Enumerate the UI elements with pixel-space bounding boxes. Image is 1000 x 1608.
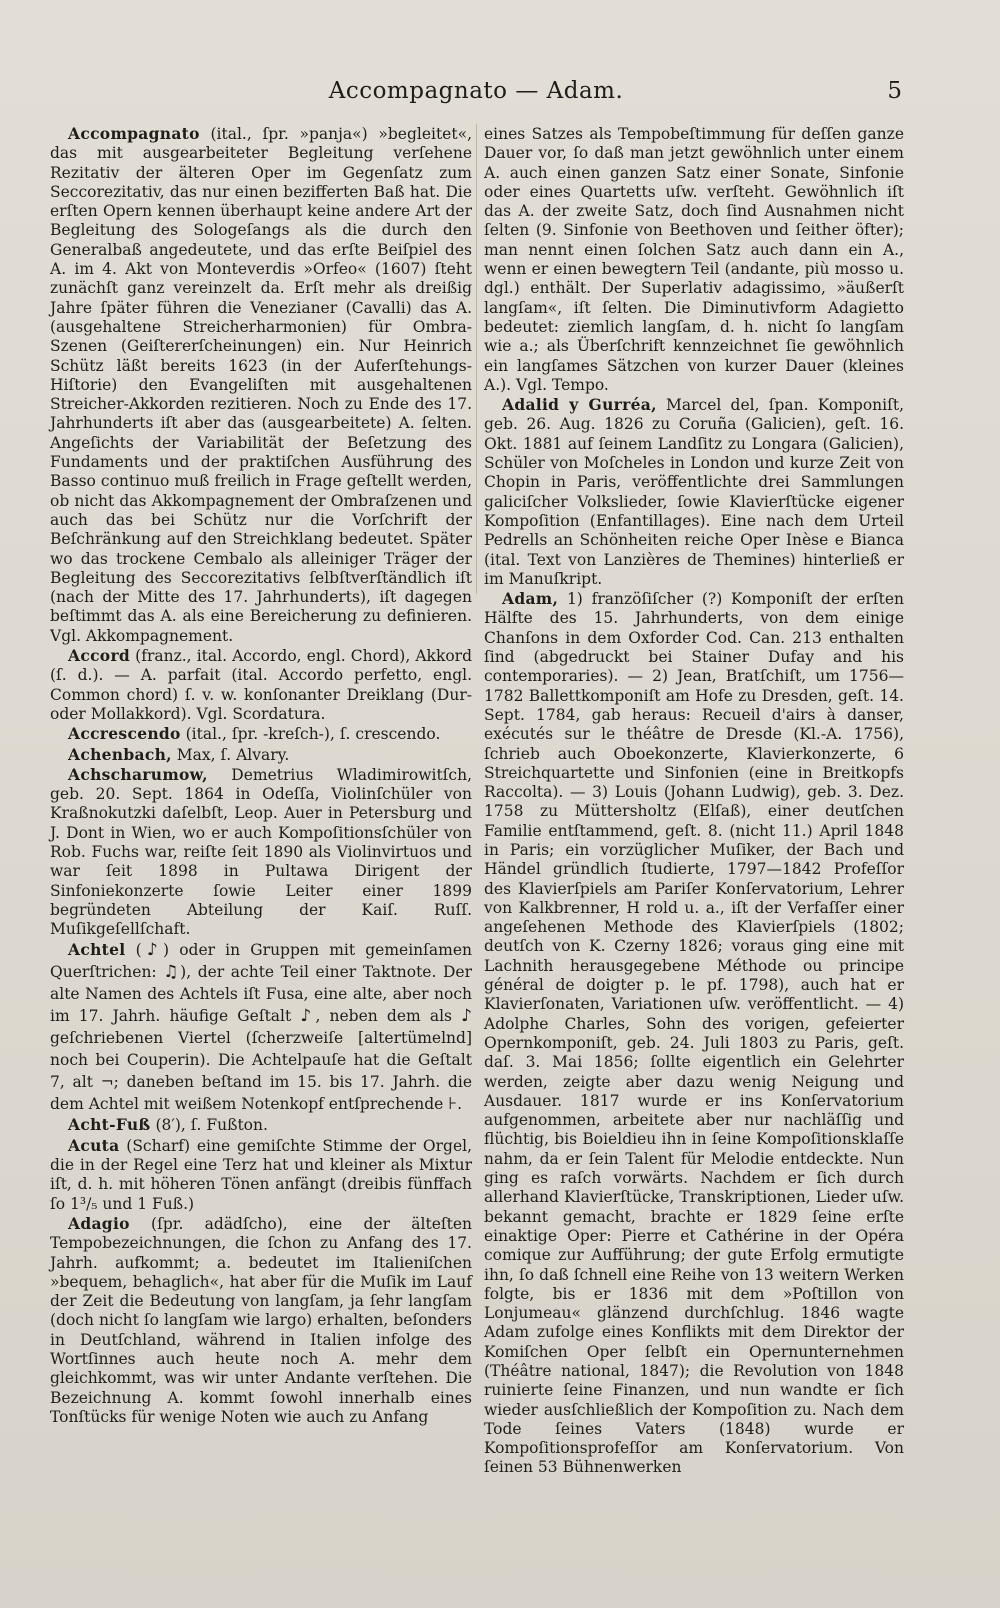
entry-text: ) oder in Gruppen mit gemeinſamen Querſtrichen: (50, 941, 472, 982)
headword: Acuta (68, 1135, 120, 1155)
entry-acht-fuss (50, 1115, 472, 1135)
entry-text: (ital., ſpr. »panja«) »begleitet«, das mit ausgearbeiteter Begleitung verſehene Rezitativ der älteren Oper im Gegenſatz zum Seccorezitativ, das nur einen bezifferten Baß hat. Die erſten Opern kennen überhaupt keine andere Art der Begleitung des Sologeſangs als die durch den Generalbaß angedeutete, und das erſte Beiſpiel des A. im 4. Akt von Monteverdis »Orfeo« (1607) ſteht zunächſt ganz vereinzelt da. Erſt mehr als dreißig Jahre ſpäter führen die Venezianer (Cavalli) das A. (ausgehaltene Streicherharmonien) für Ombra-Szenen (Geiſtererſcheinungen) ein. Nur Heinrich Schütz läßt bereits 1623 (in der Auferſtehungs-Hiſtorie) den Evangeliſten mit ausgehaltenen Streicher-Akkorden rezitieren. Noch zu Ende des 17. Jahrhunderts iſt aber das (ausgearbeitete) A. ſelten. Angeſichts der Variabilität der Beſetzung des Fundaments und der praktiſchen Ausführung des Basso continuo muß freilich in Frage geſtellt werden, ob nicht das Akkompagnement der Ombraſzenen und auch das bei Schütz nur die Vorſchrift der Beſchränkung auf den Streichklang bedeutet. Später wo das trockene Cembalo als alleiniger Träger der Begleitung des Seccorezitativs ſelbſtverſtändlich iſt (nach der Mitte des 17. Jahrhunderts), iſt dagegen beſtimmt das A. als eine Bereicherung zu definieren. Vgl. Akkompagnement. (50, 125, 472, 645)
quarter-note-icon: ♪ (461, 1006, 472, 1027)
entry-text: Max, ſ. Alvary. (171, 745, 290, 764)
fusa-note-icon: ♪ (300, 1006, 316, 1027)
headword: Accompagnato (68, 124, 200, 143)
entry-text: (ital., ſpr. -kreſch-), ſ. crescendo. (180, 725, 441, 744)
left-column (50, 124, 472, 1427)
headword: Achscharumow, (68, 764, 208, 784)
entry-text: ), der achte Teil einer Taktnote. Der alte Namen des Achtels iſt Fusa, eine alte, aber noch im 17. Jahrh. häufige Geſtalt (50, 963, 472, 1026)
white-eighth-rest-icon: ⊦ (448, 1094, 458, 1115)
entry-text: 1) franzöſiſcher (?) Komponiſt der erſten Hälfte des 15. Jahrhunderts, von dem einige Chanſons in dem Oxforder Cod. Can. 213 enthalten ſind (abgedruckt bei Stainer Dufay and his contemporaries). — 2) Jean, Bratſchiſt, um 1756—1782 Ballettkomponiſt am Hofe zu Dresden, geſt. 14. Sept. 1784, gab heraus: Recueil d'airs à danser, exécutés sur le théâtre de Dresde (Kl.-A. 1756), ſchrieb auch Oboekonzerte, Klavierkonzerte, 6 Streichquartette und Sinfonien (eine in Breitkopfs Raccolta). — 3) Louis (Johann Ludwig), geb. 3. Dez. 1758 zu Müttersholtz (Elſaß), einer deutſchen Familie entſtammend, geſt. 8. (nicht 11.) April 1848 in Paris; ein vorzüglicher Muſiker, der Bach und Händel gründlich ſtudierte, 1797—1842 Profeſſor des Klavierſpiels am Pariſer Konſervatorium, Lehrer von Kalkbrenner, H rold u. a., iſt der Verfaſſer einer angeſehenen Methode des Klavierſpiels (1802; deutſch von K. Czerny 1826; voraus ging eine mit Lachnith herausgegebene Méthode ou principe général de doigter p. le pf. 1798), auch hat er Klavierſonaten, Variationen uſw. veröffentlicht. — 4) Adolphe Charles, Sohn des vorigen, gefeierter Opernkomponiſt, geb. 24. Juli 1803 zu Paris, geſt. daſ. 3. Mai 1856; ſollte eigentlich ein Gelehrter werden, zeigte aber dazu wenig Neigung und Ausdauer. 1817 wurde er ins Konſervatorium aufgenommen, arbeitete aber nur nachläſſig und flüchtig, bis Boieldieu ihn in ſeine Kompoſitionsklaſſe nahm, da er ſein Talent für Melodie entdeckte. Nun ging es raſch vorwärts. Nachdem er ſich durch allerhand Klavierſtücke, Transkriptionen, Lieder uſw. bekannt gemacht, brachte er 1829 ſeine erſte einaktige Oper: Pierre et Cathérine in der Opéra comique zur Aufführung; der gute Erfolg ermutigte ihn, ſo daß ſchnell eine Reihe von 13 weitern Werken folgte, bis er 1836 mit dem »Poſtillon von Lonjumeau« glänzend durchſchlug. 1846 wagte Adam zufolge eines Konflikts mit dem Direktor der Komiſchen Oper ſelbſt ein Opernunternehmen (Théâtre national, 1847); die Revolution von 1848 ruinierte ſeine Finanzen, und nun wandte er ſich wieder ausſchließlich der Kompoſition zu. Nach dem Tode ſeines Vaters (1848) wurde er Kompoſitionsprofeſſor am Konſervatorium. Von ſeinen 53 Bühnenwerken (484, 590, 904, 1477)
headword: Acht-Fuß (68, 1115, 151, 1135)
page-header (50, 78, 902, 108)
beamed-notes-icon: ♫ (163, 962, 181, 983)
page-number: 5 (887, 78, 902, 104)
entry-achtel (50, 939, 472, 1115)
headword: Achtel (68, 940, 126, 960)
headword: Adagio (68, 1213, 130, 1233)
entry-text: (ſpr. adädſcho), eine der älteſten Tempobezeichnungen, die ſchon zu Anfang des 17. Jahrh. aufkommt; a. bedeutet im Italieniſchen »bequem, behaglich«, hat aber für die Muſik im Lauf der Zeit die Bedeutung von langſam, ja ſehr langſam (doch nicht ſo langſam wie largo) erhalten, beſonders in Deutſchland, während in Italien infolge des Wortſinnes auch heute noch A. mehr dem gleichkommt, was wir unter Andante verſtehen. Die Bezeichnung A. kommt ſowohl innerhalb eines Tonſtücks für wenige Noten wie auch zu Anfang (50, 1214, 472, 1426)
entry-adagio (50, 1214, 472, 1427)
entry-text: geſchriebenen Viertel (ſcherzweiſe [altertümelnd] noch bei Couperin). Die Achtelpauſe hat die Geſtalt 7, alt ¬; daneben beſtand im 15. bis 17. Jahrh. die dem Achtel mit weißem Notenkopf entſprechende (50, 1029, 472, 1114)
running-title: Accompagnato — Adam. (328, 78, 624, 104)
entry-achenbach (50, 745, 472, 765)
entry-accord (50, 646, 472, 724)
entry-text: (franz., ital. Accordo, engl. Chord), Akkord (ſ. d.). — A. parfait (ital. Accordo perfetto, engl. Common chord) ſ. v. w. konſonanter Dreiklang (Dur- oder Mollakkord). Vgl. Scordatura. (50, 647, 472, 723)
entry-adam (484, 589, 904, 1478)
entry-text: (8′), ſ. Fußton. (150, 1116, 268, 1135)
entry-text: eines Satzes als Tempobeſtimmung für deſſen ganze Dauer vor, ſo daß man jetzt gewöhnlich unter einem A. auch einen ganzen Satz einer Sonate, Sinfonie oder eines Quartetts uſw. verſteht. Gewöhnlich iſt das A. der zweite Satz, doch ſind Ausnahmen nicht ſelten (9. Sinfonie von Beethoven und ſeither öfter); man nennt einen ſolchen Satz auch dann ein A., wenn er einen bewegtern Teil (andante, più mosso u. dgl.) enthält. Der Superlativ adagissimo, »äußerſt langſam«, iſt ſelten. Die Diminutivform Adagietto bedeutet: ziemlich langſam, d. h. nicht ſo langſam wie a.; als Überſchrift kennzeichnet ſie gewöhnlich ein langſames Sätzchen von kurzer Dauer (kleines A.). Vgl. Tempo. (484, 125, 904, 394)
entry-accompagnato (50, 124, 472, 646)
entry-text: ( (125, 941, 142, 960)
headword: Accrescendo (68, 724, 181, 744)
entry-accrescendo (50, 724, 472, 744)
headword: Achenbach, (68, 744, 172, 764)
entry-text: Demetrius Wladimirowitſch, geb. 20. Sept. 1864 in Odeſſa, Violinſchüler von Kraßnokutzki daſelbſt, Leop. Auer in Petersburg und J. Dont in Wien, wo er auch Kompoſitionsſchüler von Rob. Fuchs war, reiſte ſeit 1890 als Violinvirtuos und war ſeit 1898 in Pultawa Dirigent der Sinfoniekonzerte ſowie Leiter einer 1899 begründeten Abteilung der Kaiſ. Ruſſ. Muſikgeſellſchaft. (50, 765, 472, 939)
entry-text: Marcel del, ſpan. Komponiſt, geb. 26. Aug. 1826 zu Coruña (Galicien), geſt. 16. Okt. 1881 auf ſeinem Landſitz zu Longara (Galicien), Schüler von Moſcheles in London und kurze Zeit von Chopin in Paris, veröffentlichte drei Sammlungen galiciſcher Volkslieder, ſowie Klavierſtücke eigener Kompoſition (Enfantillages). Eine nach dem Urteil Pedrells an Schönheiten reiche Oper Inèse e Bianca (ital. Text von Lanzières de Themines) hinterließ er im Manuſkript. (484, 396, 905, 588)
entry-adalid-y-gurrea (484, 395, 904, 589)
headword: Adalid y Gurréa, (502, 395, 657, 415)
eighth-note-icon: ♪ (141, 940, 163, 961)
entry-adagio-continued (484, 124, 904, 395)
entry-text: , neben dem als (315, 1007, 462, 1026)
headword: Adam, (502, 589, 559, 609)
right-column (484, 124, 904, 1478)
entry-acuta (50, 1136, 472, 1214)
headword: Accord (68, 646, 131, 666)
column-divider (476, 124, 477, 594)
entry-text: (Scharf) eine gemiſchte Stimme der Orgel, die in der Regel eine Terz hat und kleiner als Mixtur iſt, d. h. mit höheren Tönen anfängt (dreibis fünffach ſo 1³/₅ und 1 Fuß.) (50, 1136, 472, 1213)
entry-text: . (457, 1095, 463, 1114)
entry-achscharumow (50, 765, 472, 940)
